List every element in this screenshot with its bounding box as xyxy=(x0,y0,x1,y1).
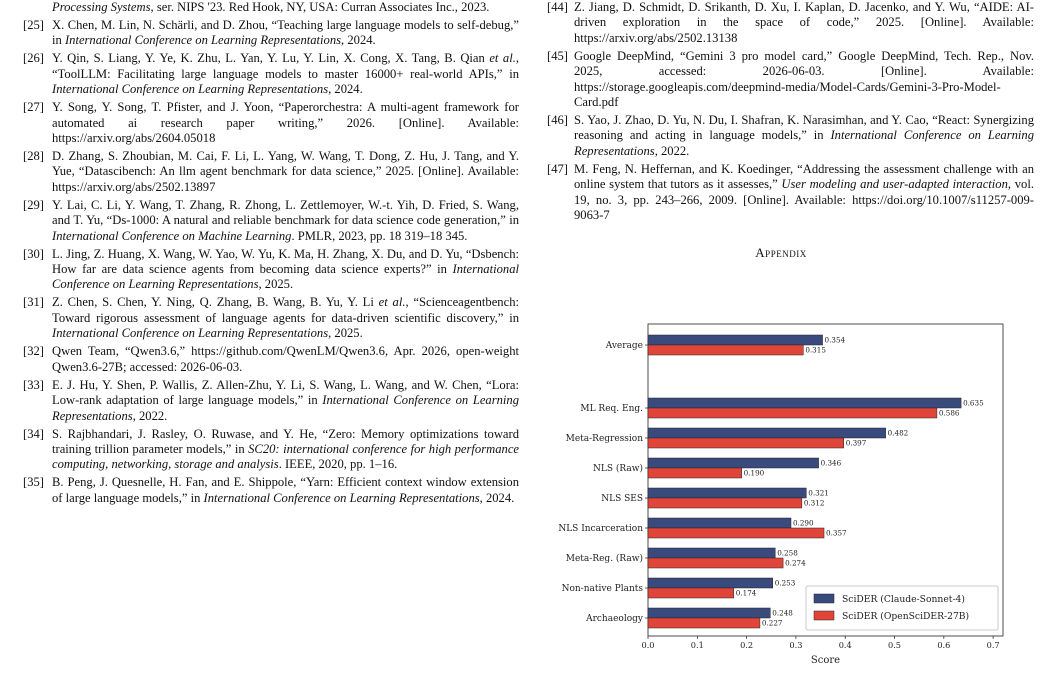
bar-value-label: 0.174 xyxy=(735,588,757,598)
bar xyxy=(648,428,886,438)
reference-text: E. J. Hu, Y. Shen, P. Wallis, Z. Allen-Zhu, Y. Li, S. Wang, L. Wang, and W. Chen, “Lora: Low-rank adaptation of large language models,” in International Conference on Learning Representations, 2022. xyxy=(52,377,519,423)
reference-number: [47] xyxy=(547,161,568,176)
reference-number: [32] xyxy=(23,344,44,359)
x-tick-label: 0.3 xyxy=(789,640,803,650)
bar-value-label: 0.253 xyxy=(774,578,796,588)
reference-entry xyxy=(8,295,519,341)
reference-text: Y. Lai, C. Li, Y. Wang, T. Zhang, R. Zhong, L. Zettlemoyer, W.-t. Yih, D. Fried, S. Wang, and T. Yu, “Ds-1000: A natural and reliable benchmark for data science code generation,” in International Conference on Machine Learning. PMLR, 2023, pp. 18 319–18 345. xyxy=(52,197,519,243)
reference-text: Processing Systems, ser. NIPS '23. Red Hook, NY, USA: Curran Associates Inc., 2023. xyxy=(52,0,490,14)
reference-number: [25] xyxy=(23,18,44,32)
bar-value-label: 0.354 xyxy=(824,335,846,345)
reference-text: M. Feng, N. Heffernan, and K. Koedinger, “Addressing the assessment challenge with an online system that tutors as it assesses,” User modeling and user-adapted interaction, vol. 19, no. 3, pp. 243–266, 2009. [Online]. Available: https://doi.org/10.1007/s11257-009-9063-7 xyxy=(574,161,1034,223)
reference-text: Qwen Team, “Qwen3.6,” https://github.com/QwenLM/Qwen3.6, Apr. 2026, open-weight Qwen3.6-27B; accessed: 2026-06-03. xyxy=(52,344,519,374)
category-label: Meta-Regression xyxy=(565,434,643,444)
reference-number: [34] xyxy=(23,426,44,441)
reference-number: [30] xyxy=(23,246,44,261)
x-tick-label: 0.1 xyxy=(690,640,704,650)
bar xyxy=(648,608,770,618)
category-label: Average xyxy=(605,341,643,351)
score-bar-chart xyxy=(528,318,1034,696)
reference-text: Y. Qin, S. Liang, Y. Ye, K. Zhu, L. Yan, Y. Lu, Y. Lin, X. Cong, X. Tang, B. Qian et al., “ToolLLM: Facilitating large language models to master 16000+ real-world APIs,” in International Conference on Learning Representations, 2024. xyxy=(52,51,519,97)
reference-number: [28] xyxy=(23,149,44,164)
x-tick-label: 0.4 xyxy=(838,640,852,650)
reference-entry xyxy=(528,162,1034,224)
reference-entry xyxy=(8,247,519,293)
category-label: Archaeology xyxy=(586,614,643,624)
bar-value-label: 0.190 xyxy=(743,468,765,478)
bar-value-label: 0.635 xyxy=(963,398,984,408)
reference-number: [46] xyxy=(547,113,568,128)
references-right-column xyxy=(528,0,1034,261)
category-label: NLS SES xyxy=(601,494,643,504)
reference-number: [35] xyxy=(23,475,44,490)
reference-entry xyxy=(8,198,519,244)
reference-text: D. Zhang, S. Zhoubian, M. Cai, F. Li, L. Yang, W. Wang, T. Dong, Z. Hu, J. Tang, and Y. Yue, “Datascibench: An llm agent benchmark for data science,” 2025. [Online]. Available: https://arxiv.org/abs/2502.13897 xyxy=(52,149,519,194)
bar-value-label: 0.321 xyxy=(808,488,829,498)
reference-text: Google DeepMind, “Gemini 3 pro model card,” Google DeepMind, Tech. Rep., Nov. 2025, accessed: 2026-06-03. [Online]. Available: https://storage.googleapis.com/deepmind-media/Model-Cards/Gemini-3-Pro-Model-Card.pdf xyxy=(574,48,1034,110)
bar xyxy=(648,488,806,498)
bar-value-label: 0.274 xyxy=(785,558,806,568)
bar-value-label: 0.482 xyxy=(887,428,909,438)
reference-entry xyxy=(8,0,519,15)
reference-entry xyxy=(8,344,519,375)
category-label: NLS (Raw) xyxy=(593,464,643,474)
reference-text: L. Jing, Z. Huang, X. Wang, W. Yao, W. Yu, K. Ma, H. Zhang, X. Du, and D. Yu, “Dsbench: How far are data science agents from becoming data science experts?” in International Conference on Learning Representations, 2025. xyxy=(52,246,519,292)
category-label: Non-native Plants xyxy=(561,584,643,594)
bar xyxy=(648,518,791,528)
bar xyxy=(648,588,734,598)
reference-entry xyxy=(8,18,519,49)
bar xyxy=(648,558,783,568)
reference-text: Z. Chen, S. Chen, Y. Ning, Q. Zhang, B. Wang, B. Yu, Y. Li et al., “Scienceagentbench: Toward rigorous assessment of language agents for data-driven scientific discovery,” in International Conference on Learning Representations, 2025. xyxy=(52,295,519,341)
bar xyxy=(648,438,844,448)
x-tick-label: 0.0 xyxy=(641,640,655,650)
bar-value-label: 0.227 xyxy=(761,618,783,628)
bar xyxy=(648,468,742,478)
category-label: NLS Incarceration xyxy=(558,524,643,534)
reference-entry xyxy=(528,49,1034,111)
reference-text: S. Rajbhandari, J. Rasley, O. Ruwase, and Y. He, “Zero: Memory optimizations toward training trillion parameter models,” in SC20: international conference for high performance computing, networking, storage and analysis. IEEE, 2020, pp. 1–16. xyxy=(52,426,519,472)
reference-entry xyxy=(8,51,519,97)
reference-entry xyxy=(528,0,1034,46)
bar-value-label: 0.315 xyxy=(805,345,826,355)
bar xyxy=(648,335,823,345)
bar xyxy=(648,618,760,628)
reference-text: Z. Jiang, D. Schmidt, D. Srikanth, D. Xu, I. Kaplan, D. Jacenko, and Y. Wu, “AIDE: AI-driven exploration in the space of code,” 2025. [Online]. Available: https://arxiv.org/abs/2502.13138 xyxy=(574,0,1034,45)
reference-text: X. Chen, M. Lin, N. Schärli, and D. Zhou, “Teaching large language models to self-debug,” in International Conference on Learning Representations, 2024. xyxy=(52,18,519,48)
reference-entry xyxy=(8,427,519,473)
bar-value-label: 0.248 xyxy=(772,608,793,618)
x-tick-label: 0.2 xyxy=(740,640,754,650)
bar xyxy=(648,578,773,588)
reference-entry xyxy=(8,475,519,506)
bar xyxy=(648,408,937,418)
bar-value-label: 0.312 xyxy=(803,498,825,508)
reference-entry xyxy=(8,378,519,424)
reference-entry xyxy=(8,149,519,195)
legend-swatch xyxy=(814,611,834,620)
category-label: ML Req. Eng. xyxy=(580,404,643,414)
bar-value-label: 0.357 xyxy=(826,528,847,538)
bar xyxy=(648,548,775,558)
reference-text: S. Yao, J. Zhao, D. Yu, N. Du, I. Shafran, K. Narasimhan, and Y. Cao, “React: Synergizing reasoning and acting in language models,” in International Conference on Learning Representations, 2022. xyxy=(574,113,1034,158)
bar xyxy=(648,458,819,468)
reference-number: [27] xyxy=(23,100,44,115)
bar-value-label: 0.586 xyxy=(938,408,960,418)
legend-swatch xyxy=(814,594,834,603)
references-list-right xyxy=(528,0,1034,223)
bar-value-label: 0.290 xyxy=(792,518,814,528)
bar xyxy=(648,345,803,355)
reference-number: [29] xyxy=(23,197,44,212)
bar-value-label: 0.397 xyxy=(845,438,867,448)
reference-number: [45] xyxy=(547,48,568,63)
chart-svg xyxy=(528,318,1034,696)
reference-text: Y. Song, Y. Song, T. Pfister, and J. Yoon, “Paperorchestra: A multi-agent framework for automated ai research paper writing,” 2026. [Online]. Available: https://arxiv.org/abs/2604.05018 xyxy=(52,100,519,146)
reference-entry xyxy=(528,113,1034,159)
bar-value-label: 0.346 xyxy=(820,458,842,468)
legend-label: SciDER (OpenSciDER-27B) xyxy=(842,611,970,622)
x-tick-label: 0.7 xyxy=(986,640,1000,650)
reference-number: [31] xyxy=(23,295,44,310)
reference-number: [33] xyxy=(23,377,44,392)
category-label: Meta-Reg. (Raw) xyxy=(565,554,643,564)
bar-value-label: 0.258 xyxy=(777,548,798,558)
references-left-column xyxy=(8,0,519,509)
reference-number: [44] xyxy=(547,0,568,14)
bar xyxy=(648,528,824,538)
x-tick-label: 0.5 xyxy=(888,640,902,650)
legend-box xyxy=(806,586,998,630)
bar xyxy=(648,498,802,508)
reference-number: [26] xyxy=(23,51,44,66)
x-axis-title: Score xyxy=(810,655,841,666)
reference-entry xyxy=(8,100,519,146)
legend-label: SciDER (Claude-Sonnet-4) xyxy=(842,594,965,605)
bar xyxy=(648,398,961,408)
reference-text: B. Peng, J. Quesnelle, H. Fan, and E. Shippole, “Yarn: Efficient context window extension of large language models,” in International Conference on Learning Representations, 2024. xyxy=(52,475,519,505)
appendix-heading: Appendix xyxy=(755,245,807,261)
x-tick-label: 0.6 xyxy=(937,640,951,650)
